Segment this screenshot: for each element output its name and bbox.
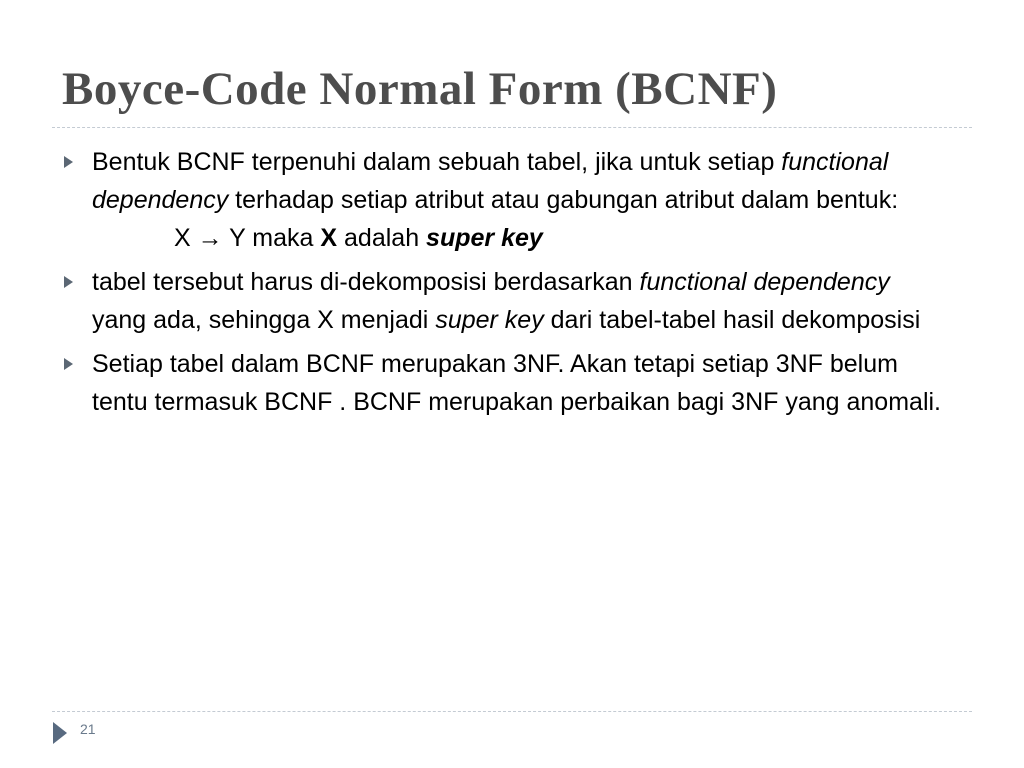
bullet-text: Bentuk BCNF terpenuhi dalam sebuah tabel, jika untuk setiap: [92, 148, 782, 176]
bold-x: X: [320, 224, 338, 252]
bullet-item: [64, 143, 944, 257]
triangle-bullet-icon: [64, 358, 73, 370]
bullet-text: adalah: [337, 224, 427, 252]
bullet-text: tabel tersebut harus di-dekomposisi berdasarkan: [92, 268, 640, 296]
formula-x: X: [174, 224, 191, 252]
bullet-list: [64, 143, 944, 427]
bullet-item: [64, 263, 944, 339]
triangle-bullet-icon: [64, 276, 73, 288]
footer-divider: [52, 711, 972, 712]
formula-y: Y maka: [229, 224, 321, 252]
footer-triangle-icon: [53, 722, 67, 744]
bullet-text: dari tabel-tabel hasil dekomposisi: [543, 306, 921, 334]
bullet-text: yang ada, sehingga X menjadi: [92, 306, 436, 334]
bullet-text: Setiap tabel dalam BCNF merupakan 3NF. Akan tetapi setiap 3NF belum tentu termasuk BCNF . BCNF merupakan perbaikan bagi 3NF yang anomali.: [92, 350, 941, 416]
title-divider: [52, 127, 972, 128]
bullet-item: [64, 345, 944, 421]
page-number: 21: [80, 721, 96, 737]
bullet-text: terhadap setiap atribut atau gabungan atribut dalam bentuk:: [228, 186, 899, 214]
slide-title: Boyce-Code Normal Form (BCNF): [62, 63, 778, 115]
triangle-bullet-icon: [64, 156, 73, 168]
super-key-term: super key: [426, 224, 543, 252]
emphasis-text: functional dependency: [92, 148, 889, 214]
emphasis-text: functional dependency: [639, 268, 890, 296]
right-arrow-icon: →: [197, 224, 223, 252]
emphasis-text: super key: [435, 306, 544, 334]
